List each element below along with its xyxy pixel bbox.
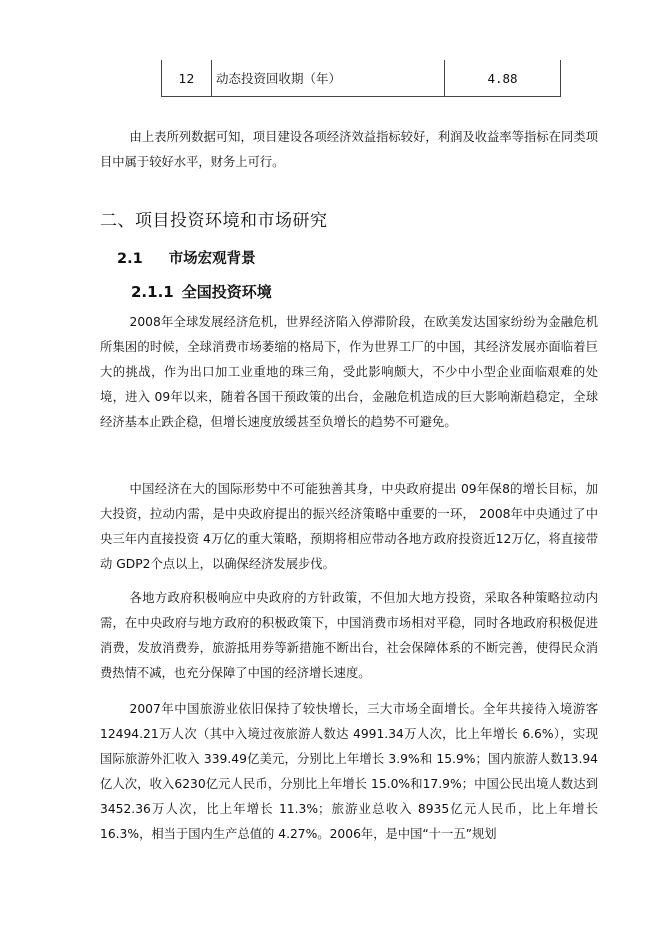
intro-paragraph: 由上表所列数据可知，项目建设各项经济效益指标较好，利润及收益率等指标在同类项目中属于较好水平，财务上可行。 <box>100 130 598 169</box>
section-heading: 二、项目投资环境和市场研究 <box>100 211 328 231</box>
table-row <box>162 60 561 97</box>
row-value: 4.88 <box>445 60 561 97</box>
body-paragraph: 2008年全球发展经济危机，世界经济陷入停滞阶段，在欧美发达国家纷纷为金融危机所集困的时候，全球消费市场萎缩的格局下，作为世界工厂的中国，其经济发展亦面临着巨大的挑战，作为出口加工业重地的珠三角，受此影响颇大，不少中小型企业面临艰难的处境，进入 09年以来，随着各国干预政策的出台，金融危机造成的巨大影响渐趋稳定，全球经济基本止跌企稳，但增长速度放缓甚至负增长的趋势不可避免。 <box>100 315 598 429</box>
indicator-table <box>161 60 561 97</box>
body-paragraph: 2007年中国旅游业依旧保持了较快增长，三大市场全面增长。全年共接待入境游客 12494.21万人次（其中入境过夜旅游人数达 4991.34万人次，比上年增长 6.6%），实现国际旅游外汇收入 339.49亿美元，分别比上年增长 3.9%和 15.9%；国内旅游人数13.94亿人次，收入6230亿元人民币，分别比上年增长 15.0%和17.9%；中国公民出境人数达到 3452.36万人次，比上年增长 11.3%；旅游业总收入 8935亿元人民币，比上年增长 16.3%，相当于国内生产总值的 4.27%。2006年，是中国“十一五”规划 <box>100 702 598 841</box>
row-label: 动态投资回收期（年） <box>212 60 445 97</box>
row-index: 12 <box>162 60 212 97</box>
subsection-title: 市场宏观背景 <box>168 251 256 267</box>
subsection-heading <box>117 247 256 268</box>
subsubsection-number: 2.1.1 <box>131 283 174 301</box>
subsubsection-title: 全国投资环境 <box>181 283 272 301</box>
body-paragraph: 各地方政府积极响应中央政府的方针政策，不但加大地方投资，采取各种策略拉动内需，在中央政府与地方政府的积极政策下，中国消费市场相对平稳，同时各地政府积极促进消费，发放消费券，旅游抵用券等新措施不断出台，社会保障体系的不断完善，使得民众消费热情不减，也充分保障了中国的经济增长速度。 <box>100 591 598 680</box>
subsection-number: 2.1 <box>117 251 143 267</box>
subsubsection-heading <box>131 281 272 302</box>
body-paragraph: 中国经济在大的国际形势中不可能独善其身，中央政府提出 09年保8的增长目标，加大投资，拉动内需，是中央政府提出的振兴经济策略中重要的一环， 2008年中央通过了中央三年内直接投资 4万亿的重大策略，预期将相应带动各地方政府投资近12万亿，将直接带动 GDP2个点以上，以确保经济发展步伐。 <box>100 482 598 571</box>
